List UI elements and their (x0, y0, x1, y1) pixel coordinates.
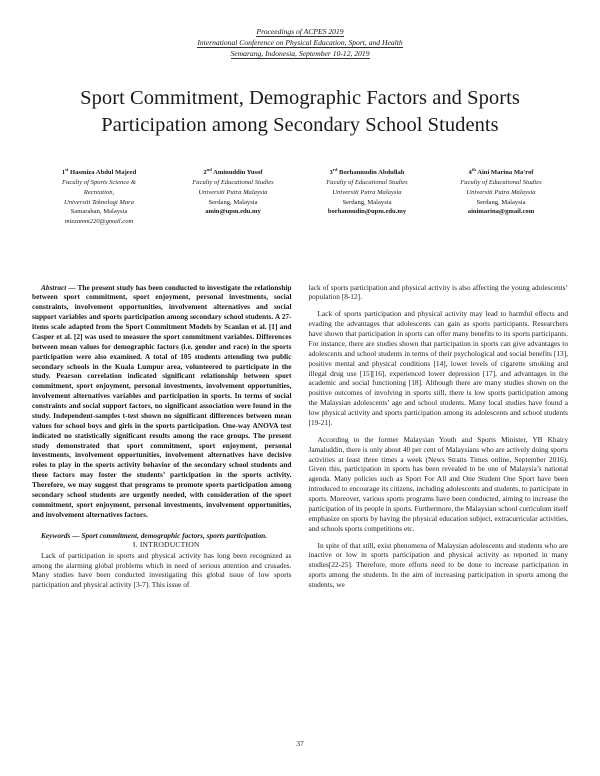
keywords-paragraph: Keywords — Sport commitment, demographic factors, sports participation. (41, 530, 268, 540)
author-email-4[interactable]: ainimarina@gmail.com (467, 208, 535, 216)
conference-header-line-2: International Conference on Physical Education, Sport, and Health (197, 38, 403, 47)
author-affiliation-2-line-2: Universiti Putra Malaysia (198, 188, 268, 196)
author-name-1: 1st Hasmiza Abdul Majeed (61, 167, 137, 177)
author-list (32, 167, 568, 226)
author-block-4 (434, 167, 568, 226)
page-number: 37 (296, 739, 304, 748)
abstract-label: Abstract — (41, 282, 78, 292)
author-email-1[interactable]: miezamm220@gmail.com (64, 217, 134, 225)
left-column (32, 283, 292, 591)
abstract-paragraph (32, 283, 292, 520)
author-affiliation-1-line-1: Faculty of Sports Science & (62, 179, 136, 187)
author-email-3[interactable]: borhannudin@upm.edu.my (327, 208, 407, 216)
author-location-1: Samarahan, Malaysia (70, 208, 128, 216)
abstract-text: The present study has been conducted to investigate the relationship between sport commitment, sport enjoyment, personal investments, social constraints, involvement opportunities, involvement alternatives and social support variables and sports participation among secondary school students. A 27-items scale adapted from the Sport Commitment Models by Scanlan et al. [1] and Casper et al. [2] was used to measure the sport commitment variables. Differences between mean values for demographic factors (i.e. gender and race) in the sports participation were also examined. A total of 105 students attending two public secondary schools in the Kuala Lumpur area, volunteered to participate in the study. Pearson correlation indicated significant relationship between sport commitment, sport enjoyment, personal investments, involvement opportunities, involvement alternatives variables and participation in sports. In terms of social constraints and social support factors, no significant association were found in the study. Independent-samples t-test shown no significant differences between mean values for school boys and girls in the sports participation. One-way ANOVA test indicated no statistically significant results among the race groups. The present study demonstrated that sport commitment, sport enjoyment, personal investments, involvement opportunities, involvement alternatives have decisive roles to play in the sports activity behavior of the secondary school students and these factors may foster the students’ participation in the sports activity. Therefore, we may suggest that programs to promote sports participation among secondary school students are urgently needed, with consideration of the sport commitment, sport enjoyment, personal investments, involvement opportunities, and involvement alternatives factors. (32, 282, 292, 519)
introduction-paragraph-1: Lack of participation in sports and physical activity has long been recognized as among the alarming global problems which in need of serious attention and crusades. Many studies have been conducted investigating this global issue of low sports participation and physical activity [3-7]. This issue of (32, 550, 292, 590)
author-affiliation-4-line-1: Faculty of Educational Studies (460, 179, 542, 187)
author-affiliation-1-line-3: Universiti Teknologi Mara (63, 198, 135, 206)
author-ordinal-suffix-3: rd (332, 167, 338, 173)
right-column (309, 283, 569, 591)
paper-title: Sport Commitment, Demographic Factors and Sports Participation among Secondary School Students (80, 87, 520, 136)
conference-header-line-1: Proceedings of ACPES 2019 (256, 27, 344, 36)
author-location-3: Serdang, Malaysia (342, 198, 392, 206)
author-block-1 (32, 167, 166, 226)
author-ordinal-suffix-2: nd (206, 167, 212, 173)
body-columns (32, 283, 568, 591)
author-email-2[interactable]: amin@upm.edu.my (205, 208, 261, 216)
author-ordinal-suffix-1: st (65, 167, 69, 173)
right-paragraph-3: According to the former Malaysian Youth and Sports Minister, YB Khairy Jamaluddin, there is only about 40 per cent of Malaysians who are actively doing sports activities at least three times a week (News Straits Times online, September 2016). Given this, participation in sports has been revealed to be one of Malaysia’s national agenda. Many policies such as Sport For All and One Student One Sport have been introduced to encourage its citizens, including adolescents and students, to participate in sports. Moreover, various sports programs have been conducted, aiming to increase the participation of its people in sports. Furthermore, the Malaysian school curriculum itself emphasize on sports by having the physical education subject, extracurricular activities, and schools sports competitions etc. (308, 434, 568, 533)
author-affiliation-3-line-2: Universiti Putra Malaysia (332, 188, 402, 196)
right-paragraph-2: Lack of sports participation and physical activity may lead to harmful effects and evading the advantages that adolescents can gain as sports participants. Researchers have shown that participation in sports can offer many benefits to its sports participants. For instance, there are studies shown that participation in sports can give advantages to adolescents and school students in terms of their psychological and social benefits [13], positive mental and physical conditions [14], lower levels of cigarette smoking and illegal drug use [15][16], experienced lower depression [17], and advantages in the academic and social functioning [18]. Although there are many studies shown on the positive outcomes of involving in sports still, there is low sports participation among the Malaysian adolescents’ age and school students. Many local studies have found a low physical activity and sports participation among its adolescents and school students [19-21]. (308, 309, 568, 427)
author-location-4: Serdang, Malaysia (476, 198, 526, 206)
conference-header-line-3: Semarang, Indonesia, September 10-12, 2019 (230, 49, 370, 58)
author-affiliation-3-line-1: Faculty of Educational Studies (326, 179, 408, 187)
author-location-2: Serdang, Malaysia (208, 198, 258, 206)
author-name-3: 3rd Borhannudin Abdullah (329, 167, 405, 177)
author-name-4: 4th Aini Marina Ma'rof (468, 167, 534, 177)
section-heading-introduction: I. INTRODUCTION (132, 540, 200, 550)
author-affiliation-4-line-2: Universiti Putra Malaysia (466, 188, 536, 196)
author-block-2 (166, 167, 300, 226)
author-name-2: 2nd Aminuddin Yusof (203, 167, 263, 177)
conference-header (32, 26, 568, 59)
right-paragraph-1: lack of sports participation and physical activity is also affecting the young adolescents’ population [8-12]. (308, 282, 568, 302)
author-affiliation-1-line-2: Recreation, (83, 188, 115, 196)
right-paragraph-4: In spite of that still, exist phenomena of Malaysian adolescents and students who are inactive or low in sports participation and physical activity as reported in many studies[22-25]. Therefore, more efforts need to be done to increase participation in sports among the students. In the aim of increasing participation in sports among the students, we (308, 540, 568, 590)
author-affiliation-2-line-1: Faculty of Educational Studies (192, 179, 274, 187)
author-block-3 (300, 167, 434, 226)
author-ordinal-suffix-4: th (471, 167, 476, 173)
